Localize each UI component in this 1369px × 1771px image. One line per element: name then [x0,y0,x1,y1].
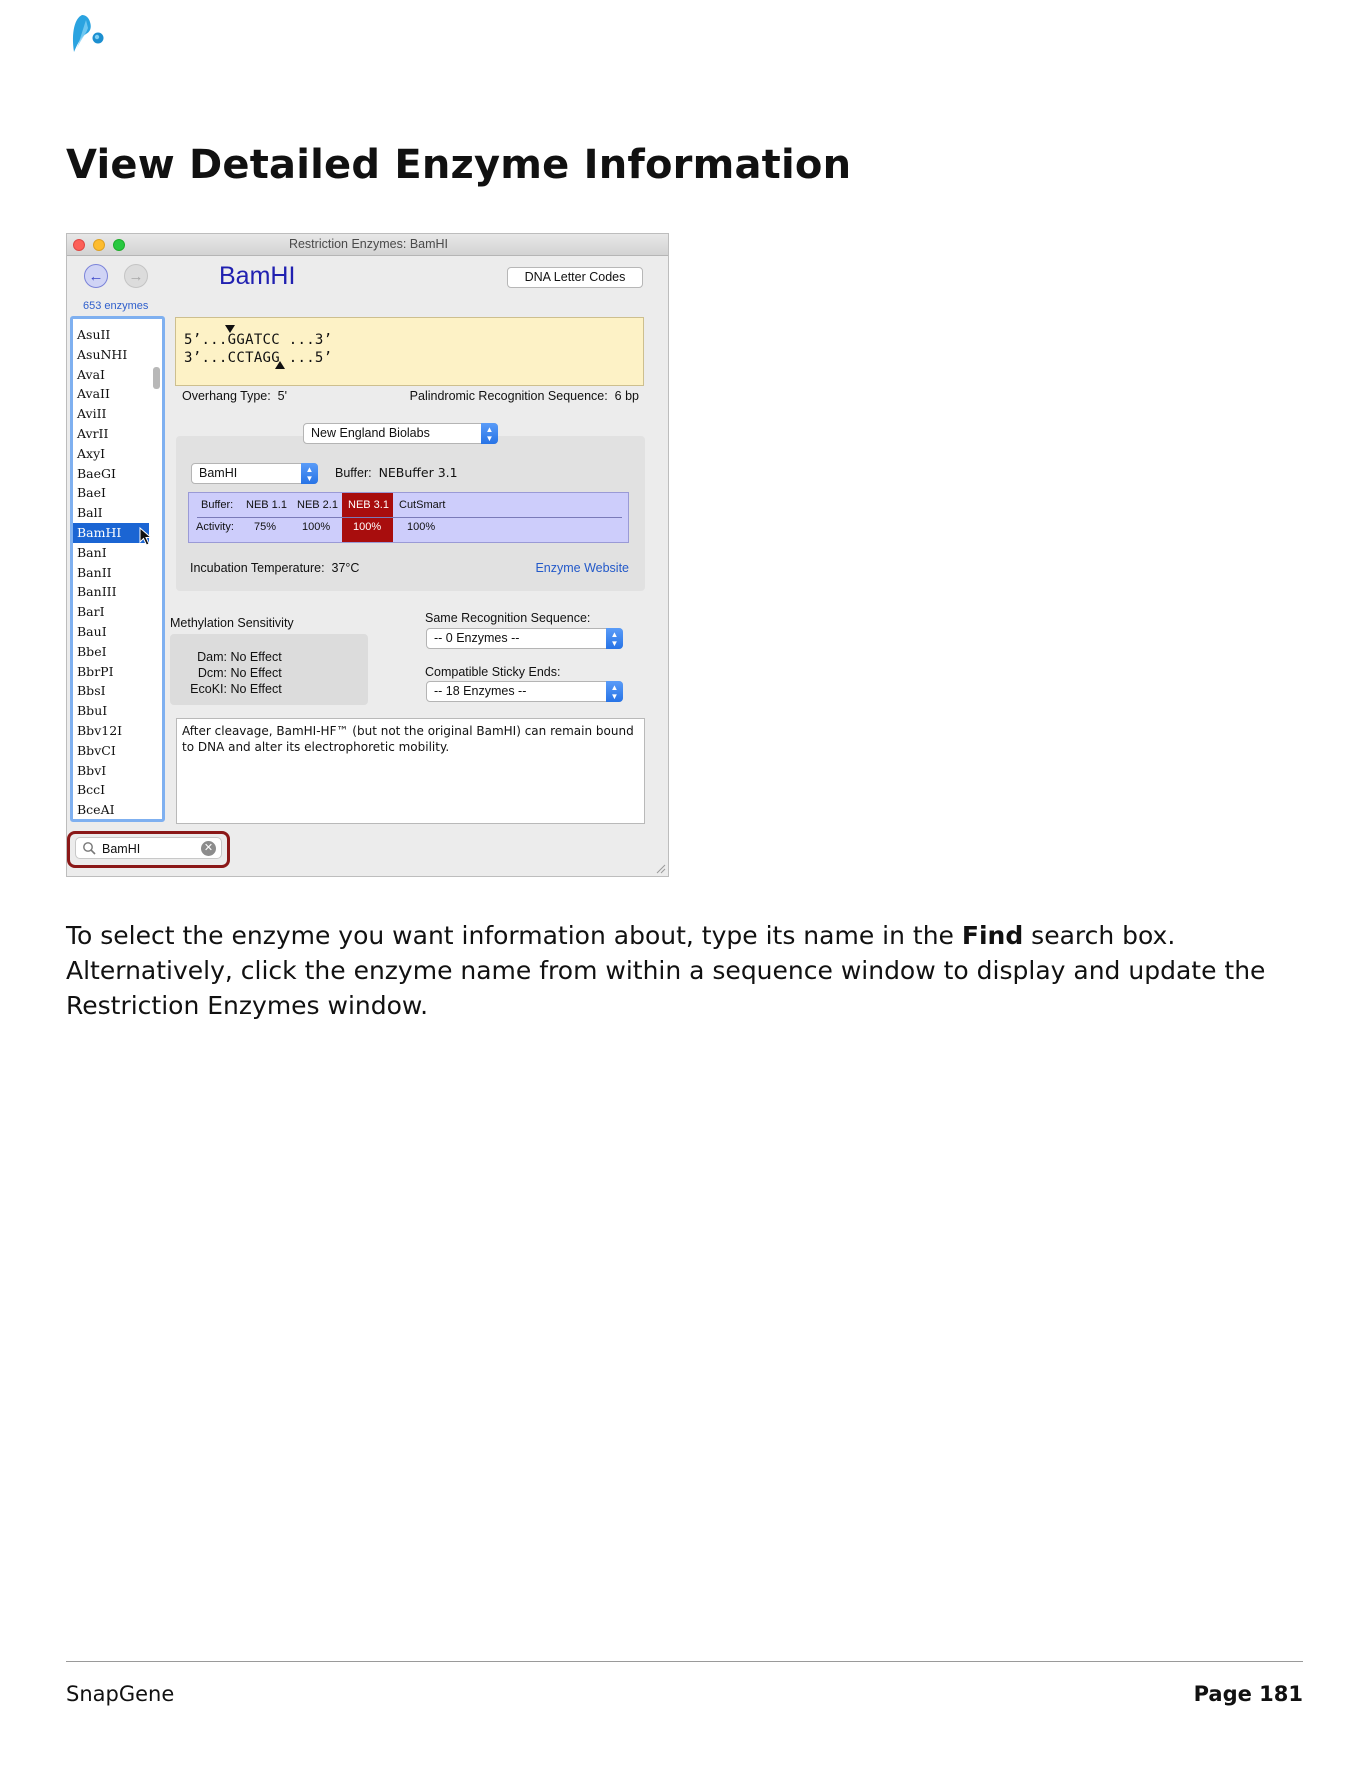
arrow-right-icon: → [128,267,144,285]
enzyme-list-item[interactable]: AvrII [77,425,109,441]
enzyme-list-item[interactable]: BanII [77,564,112,580]
methylation-key: Dcm: [197,666,227,680]
buffer-cell: NEB 1.1 [246,499,287,511]
incubation-label: Incubation Temperature: [190,561,325,575]
sequence-top-strand: 5’...GGATCC ...3’ [184,332,333,348]
buffer-cell: CutSmart [399,499,446,511]
enzyme-list-item[interactable]: AvaII [77,386,110,402]
activity-cell-selected: 100% [353,521,382,533]
enzyme-website-link[interactable]: Enzyme Website [535,561,629,575]
methylation-row [170,650,282,664]
overhang-value: 5' [277,389,288,403]
snapgene-logo-icon [68,12,108,54]
enzyme-list-item[interactable]: BceAI [77,802,115,818]
methylation-box [170,634,368,705]
activity-cell: 100% [302,521,331,533]
find-search-box[interactable] [75,837,222,859]
activity-row [189,518,630,540]
buffer-value: NEBuffer 3.1 [378,465,458,480]
enzyme-list-item[interactable]: BbvI [77,762,107,778]
enzyme-name-heading: BamHI [219,262,296,290]
buffer-cell: NEB 2.1 [297,499,338,511]
palindromic-recognition [410,389,639,403]
vendor-enzyme-value: BamHI [199,466,238,480]
mouse-pointer-icon [139,527,153,547]
chevron-updown-icon: ▲ ▼ [481,423,498,444]
chevron-updown-icon: ▲ ▼ [606,681,623,702]
buffer-cell-selected: NEB 3.1 [348,499,389,511]
arrow-left-icon: ← [88,267,104,285]
enzyme-list-item[interactable]: BanIII [77,584,117,600]
footer-brand: SnapGene [66,1682,175,1706]
buffer-info [335,465,458,480]
forward-button[interactable] [124,264,148,288]
enzyme-list-item[interactable]: AxyI [77,445,106,461]
enzyme-list-item[interactable]: BbeI [77,643,107,659]
incubation-value: 37°C [331,561,360,575]
restriction-enzymes-window [66,233,669,877]
incubation-temperature [190,561,359,575]
body-text-part: search box. Alternatively, click the enzyme name from within a sequence window to display and update the Restriction Enzymes window. [66,921,1266,1020]
vendor-panel [176,436,645,591]
buffer-activity-table [188,492,629,543]
dna-letter-codes-button[interactable]: DNA Letter Codes [507,267,643,288]
footer-divider [66,1661,1303,1662]
body-paragraph [66,918,1306,1023]
enzyme-list-item[interactable]: AviII [77,406,107,422]
methylation-row [170,666,282,680]
palindromic-label: Palindromic Recognition Sequence: [409,389,608,403]
resize-grip-icon[interactable] [654,862,666,874]
enzyme-list-item[interactable]: AsuII [77,327,111,342]
compatible-ends-value: -- 18 Enzymes -- [434,684,527,698]
enzyme-list-item[interactable]: BbvCI [77,742,116,758]
enzyme-list-item[interactable]: BalI [77,505,103,521]
same-recognition-label: Same Recognition Sequence: [425,611,591,625]
sequence-bottom-strand: 3’...CCTAGG ...5’ [184,350,333,366]
buffer-row [189,496,630,518]
same-recognition-value: -- 0 Enzymes -- [434,631,520,645]
methylation-value: No Effect [230,666,282,680]
enzyme-list-item[interactable]: BbuI [77,703,108,719]
enzyme-count: 653 enzymes [83,300,149,312]
body-text-part: To select the enzyme you want information about, type its name in the [66,921,962,950]
bottom-cut-site-marker [275,361,285,369]
clear-search-icon[interactable]: ✕ [201,841,216,856]
buffer-row-label: Buffer: [201,499,234,511]
enzyme-list-item-selected[interactable]: BamHI [73,523,149,543]
enzyme-list-item[interactable]: BccI [77,782,106,798]
page-number: Page 181 [1193,1682,1303,1706]
methylation-title: Methylation Sensitivity [170,616,294,630]
find-keyword: Find [961,921,1024,950]
methylation-row [170,682,282,696]
list-scrollbar[interactable] [153,367,160,389]
enzyme-list-item[interactable]: BbrPI [77,663,114,679]
enzyme-list-item[interactable]: BanI [77,544,107,560]
enzyme-list[interactable] [70,316,165,822]
enzyme-notes: After cleavage, BamHI-HF™ (but not the original BamHI) can remain bound to DNA and alter its electrophoretic mobility. [176,718,645,824]
same-recognition-select[interactable] [426,628,623,649]
enzyme-list-item[interactable]: BaeI [77,485,106,501]
chevron-updown-icon: ▲ ▼ [301,463,318,484]
overhang-type [182,389,287,403]
palindromic-value: 6 bp [614,389,639,403]
enzyme-list-item[interactable]: BbsI [77,683,106,699]
window-title: Restriction Enzymes: BamHI [288,237,449,251]
methylation-value: No Effect [230,650,282,664]
buffer-label: Buffer: [335,466,372,480]
enzyme-list-item[interactable]: Bbv12I [77,722,123,738]
enzyme-list-item[interactable]: BarI [77,604,105,620]
recognition-sequence-box [175,317,644,386]
enzyme-list-item[interactable]: AsuNHI [77,346,128,362]
window-titlebar [67,234,669,256]
methylation-key: Dam: [197,650,227,664]
compatible-ends-label: Compatible Sticky Ends: [425,665,561,679]
chevron-updown-icon: ▲ ▼ [606,628,623,649]
enzyme-list-item[interactable]: AvaI [77,366,105,382]
supplier-select[interactable] [303,423,498,444]
methylation-value: No Effect [230,682,282,696]
enzyme-list-item[interactable]: BaeGI [77,465,116,481]
compatible-ends-select[interactable] [426,681,623,702]
back-button[interactable] [84,264,108,288]
activity-cell: 100% [407,521,436,533]
supplier-value: New England Biolabs [311,426,430,440]
activity-cell: 75% [254,521,277,533]
methylation-key: EcoKI: [190,682,227,696]
page-title: View Detailed Enzyme Information [66,142,852,188]
vendor-enzyme-select[interactable] [191,463,318,484]
enzyme-list-item[interactable]: BauI [77,623,107,639]
overhang-label: Overhang Type: [182,389,271,403]
activity-row-label: Activity: [196,521,234,533]
search-icon [82,841,97,856]
find-input[interactable] [102,840,192,857]
